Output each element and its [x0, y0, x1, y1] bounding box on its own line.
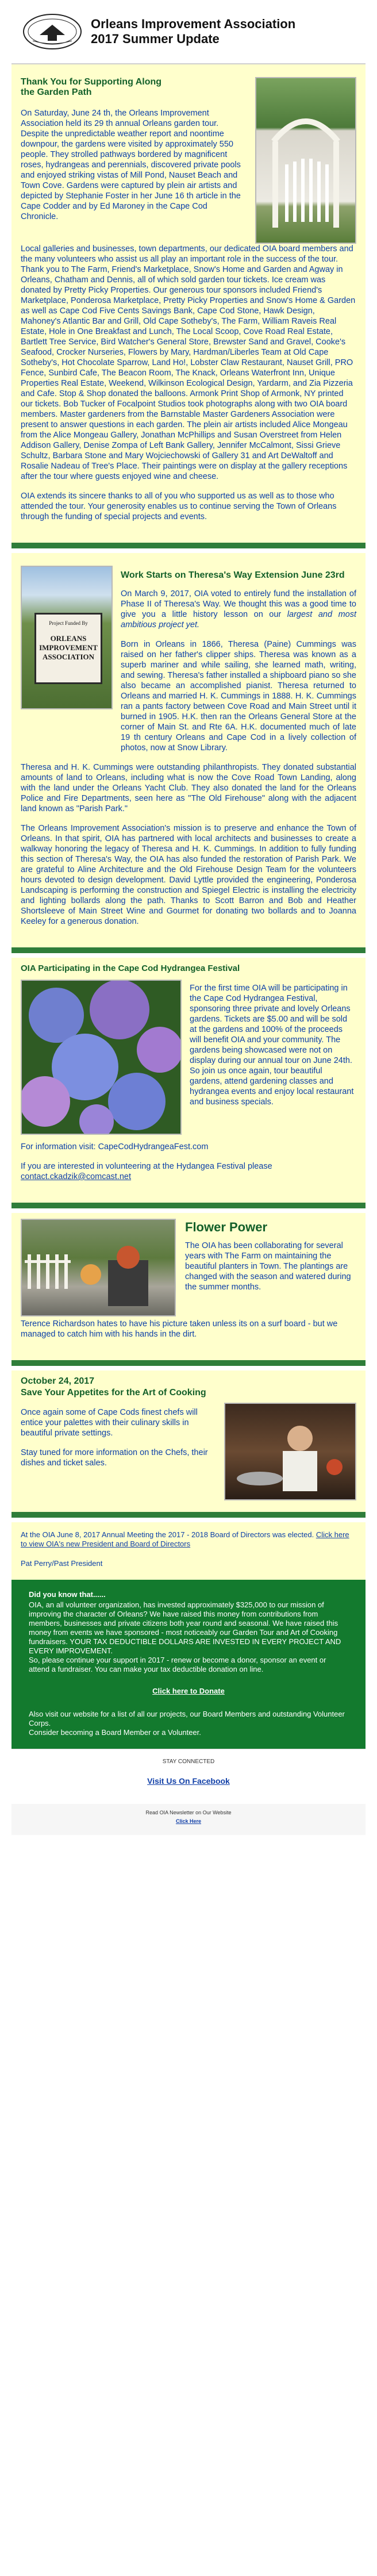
did-you-know-para-1: OIA, an all volunteer organization, has invested approximately $325,000 to our mission of improving the character of Orleans? We have raised this money from contributions from members, businesses and private citizens both year round and seasonal. We have raised this money from events we have sponsored - most noticeably our Garden Tour and Art of Cooking fundraisers. YOUR TAX DEDUCTIBLE DOLLARS ARE INVESTED IN EVERY PROJECT AND EVERY IMPROVEMENT. — [29, 1600, 341, 1655]
theresa-para-1-text: On March 9, 2017, OIA voted to entirely fund the installation of Phase II of Theresa's Way. We thought this was a good time to give you a little history lesson on our — [121, 589, 356, 619]
newsletter-website-label: Read OIA Newsletter on Our Website — [145, 1810, 232, 1815]
board-directors-link[interactable]: Click here to view OIA's new President and Board of Directors — [21, 1530, 349, 1548]
garden-para-3: OIA extends its sincere thanks to all of you who supported us as well as to those who attended the tour. Your generosity enables us to continue serving the Town of Orleans through the funding of special projects and events. — [21, 492, 337, 521]
chef-photo — [224, 1403, 356, 1500]
did-you-know-para-2: So, please continue your support in 2017 - renew or become a donor, sponsor an event or attend a fundraiser. You can make your tax deductible donation on line. — [29, 1656, 326, 1673]
divider — [11, 1360, 366, 1366]
garden-para-1: On Saturday, June 24 th, the Orleans Improvement Association held its 29 th annual Orleans garden tour. Despite the unpredictable weather report and noontime downpour, the gardens were visited by approximately 550 people. They strolled pathways bordered by magnificent roses, hydrangeas and perennials, discovered private pools and enjoyed striking vistas of Mill Pond, Nauset Beach and Town Cove. Gardens were captured by plein air artists and depicted by Stephanie Foster in her June 16 th article in the Cape Codder and by Ed Maroney in the Cape Cod Chronicle. — [21, 109, 241, 221]
did-you-know-section — [11, 1580, 366, 1749]
planter-photo — [21, 1219, 176, 1316]
newsletter-title: Orleans Improvement Association — [91, 17, 296, 31]
cooking-date: October 24, 2017 — [21, 1376, 95, 1386]
theresa-title: Work Starts on Theresa's Way Extension June 23rd — [121, 570, 345, 580]
website-footer — [11, 1804, 366, 1835]
garden-section — [11, 64, 366, 537]
hydrangea-title: OIA Participating in the Cape Cod Hydrangea Festival — [21, 963, 240, 973]
divider — [11, 1366, 366, 1370]
cooking-title: Save Your Appetites for the Art of Cooking — [21, 1388, 206, 1398]
newsletter — [11, 0, 366, 1835]
newsletter-header — [11, 0, 366, 64]
website-click-here-link[interactable]: Click Here — [175, 1818, 202, 1824]
theresa-para-4: The Orleans Improvement Association's mission is to preserve and enhance the Town of Orleans. In that spirit, OIA has partnered with local architects and businesses to create a walkway honoring the legacy of Theresa and H. K. Cummings. In addition to fully funding this section of Theresa's Way, the OIA has also funded the restoration of Parish Park. We are grateful to Aline Architecture and the Old Firehouse Design Team for the volunteers hours devoted to design development. David Lyttle provided the engineering, Ponderosa Landscaping is performing the construction and Spiegel Electric is installing the electricity and lighting bollards along the path. Thanks to Scott Barron and Bob and Heather Shortsleeve of Main Street Wine and Gourmet for donating two bollards and to Joanna Keeley for a generous donation. — [21, 824, 356, 926]
meeting-text-body: At the OIA June 8, 2017 Annual Meeting the 2017 - 2018 Board of Directors was elected. — [21, 1530, 316, 1539]
flower-power-title: Flower Power — [185, 1220, 268, 1234]
cooking-section — [11, 1370, 366, 1506]
flower-power-para-1: The OIA has been collaborating for several years with The Farm on maintaining the beautiful planters in Town. The plantings are changed with the season and watered during the summer months. — [185, 1241, 351, 1292]
hydrangea-volunteer-label: If you are interested in volunteering at the Hydangea Festival please — [21, 1162, 272, 1171]
newsletter-subtitle: 2017 Summer Update — [91, 32, 220, 46]
hydrangea-festival-link[interactable]: CapeCodHydrangeaFest.com — [98, 1142, 209, 1151]
theresa-para-2: Born in Orleans in 1866, Theresa (Paine) Cummings was raised on her father's clipper ships. Theresa was known as a superb mariner and while sailing, she learned math, writing, and sewing. Theresa's father installed a shipboard piano so she also became an accomplished pianist. Theresa returned to Orleans and married H. K. Cummings in 1888. H. K. Cummings ran a pants factory between Cove Road and Main Street until it burned in 1905. H.K. then ran the Orleans General Store at the corner of Main St. and Rte 6A. H.K. documented much of late 19 th century Orleans and Cape Cod in a lively collection of photos, now at Snow Library. — [121, 640, 356, 753]
past-president: Pat Perry/Past President — [21, 1559, 103, 1568]
divider — [11, 953, 366, 958]
volunteer-email-link[interactable]: contact.ckadzik@comcast.net — [21, 1172, 132, 1181]
did-you-know-para-3: Also visit our website for a list of all our projects, our Board Members and outstanding Volunteer Corps. — [29, 1710, 345, 1727]
footer — [11, 1749, 366, 1804]
cooking-para-2: Stay tuned for more information on the Chefs, their dishes and ticket sales. — [21, 1448, 208, 1468]
hydrangea-info — [21, 1142, 356, 1152]
theresa-section — [11, 553, 366, 942]
garden-para-2: Local galleries and businesses, town departments, our dedicated OIA board members and the many volunteers who assist us all play an important role in the success of the tour. Thank you to The Farm, Friend's Marketplace, Snow's Home and Garden and Agway in Orleans, Chatham and Dennis, all of which sold garden tour tickets. Ice cream was donated by Pretty Picky Properties. Our generous tour sponsors included Friend's Marketplace, Ponderosa Marketplace, Pretty Picky Properties and Snow's Home & Garden as well as Cape Cod Five Cents Savings Bank, Cape Cod Stone, Hawk Design, Mahoney's Atlantic Bar and Grill, Old Cape Sotheby's, The Farm, William Raveis Real Estate, Hole in One Breakfast and Lunch, The Local Scoop, Cove Road Real Estate, Bartlett Tree Service, Bird Watcher's General Store, Brewster Sand and Gravel, Cooke's Seafood, Crocker Nurseries, Flowers by Mary, Hardman/Liberles Team at Old Cape Sotheby's, Hot Chocolate Sparrow, Land Ho!, Lobster Claw Restaurant, Nauset Grill, PRO Fence, Sunbird Cafe, The Beacon Room, The Knack, Orleans Waterfront Inn, Unique Properties Real Estate, Weekend, Wilkinson Ecological Design, Yardarm, and Zia Pizzeria and Cafe. Stop & Shop donated the balloons. Armonk Print Shop of Armonk, NY printed our tickets. Bob Tucker of Focalpoint Studios took photographs along with two OIA board members. Master gardeners from the Barnstable Master Gardeners Association were present to answer questions in each garden. The plein air artists included Alice Mongeau from the Alice Mongeau Gallery, Jonathan McPhillips and Susan Overstreet from Helen Addison Gallery, Denise Zompa of Left Bank Gallery, Jennifer McCalmont, Sissi Grieve Schultz, Barbara Stone and Mary Wojciechowski of Gallery 31 and Art DeWaltoff and Rosalie Nadeau of Tree's Place. Their paintings were on display at the gallery receptions after the tour where guests enjoyed wine and cheese. — [21, 244, 356, 481]
divider — [11, 548, 366, 553]
donate-link[interactable]: Click here to Donate — [152, 1687, 225, 1695]
divider — [11, 947, 366, 953]
cooking-para-1: Once again some of Cape Cods finest chefs will entice your palettes with their culinary skills in beautiful private settings. — [21, 1408, 198, 1438]
oia-logo — [21, 11, 84, 52]
hydrangea-photo — [21, 980, 182, 1135]
theresa-para-1 — [121, 589, 356, 630]
flower-power-para-2: Terence Richardson hates to have his picture taken unless its on a surf board - but we managed to catch him with his hands in the dirt. — [21, 1319, 338, 1339]
divider — [11, 1512, 366, 1518]
meeting-text — [21, 1530, 356, 1549]
sign-top-text: Project Funded By — [49, 620, 88, 626]
project-sign-photo — [21, 566, 113, 709]
flower-power-section — [11, 1213, 366, 1354]
meeting-section — [11, 1522, 366, 1580]
divider — [11, 1518, 366, 1522]
hydrangea-para-1: For the first time OIA will be participating in the Cape Cod Hydrangea Festival, sponsoring three private and lovely Orleans gardens. Tickets are $5.00 and will be sold at the gardens and 100% of the proceeds will benefit OIA and your community. The gardens being showcased were not on display during our annual tour on June 24th. So join us once again, tour beautiful gardens, attend gardening classes and hydrangea events and enjoy local restaurant and business specials. — [190, 984, 354, 1107]
theresa-para-3: Theresa and H. K. Cummings were outstanding philanthropists. They donated substantial amounts of land to Orleans, including what is now the Cove Road Town Landing, along with the land under the Orleans Yacht Club. They also donated the land for the Orleans Police and Fire Departments, seen here as "The Old Firehouse" along with the adjacent land known as "Parish Park." — [21, 763, 356, 813]
hydrangea-section — [11, 958, 366, 1197]
theresa-para-1-emphasis: largest and most ambitious project yet. — [121, 610, 356, 629]
did-you-know-para-4: Consider becoming a Board Member or a Volunteer. — [29, 1728, 201, 1737]
hydrangea-info-label: For information visit: — [21, 1142, 98, 1151]
divider — [11, 1203, 366, 1208]
sign-name-text: ORLEANS IMPROVEMENT ASSOCIATION — [39, 634, 98, 661]
stay-connected-label: STAY CONNECTED — [162, 1759, 215, 1765]
divider — [11, 1208, 366, 1213]
garden-title: Thank You for Supporting Along the Garden Path — [21, 77, 162, 97]
hydrangea-volunteer — [21, 1161, 356, 1182]
did-you-know-title: Did you know that...... — [29, 1590, 106, 1599]
garden-gate-photo — [255, 77, 356, 244]
facebook-link[interactable]: Visit Us On Facebook — [147, 1776, 230, 1786]
divider — [11, 543, 366, 548]
